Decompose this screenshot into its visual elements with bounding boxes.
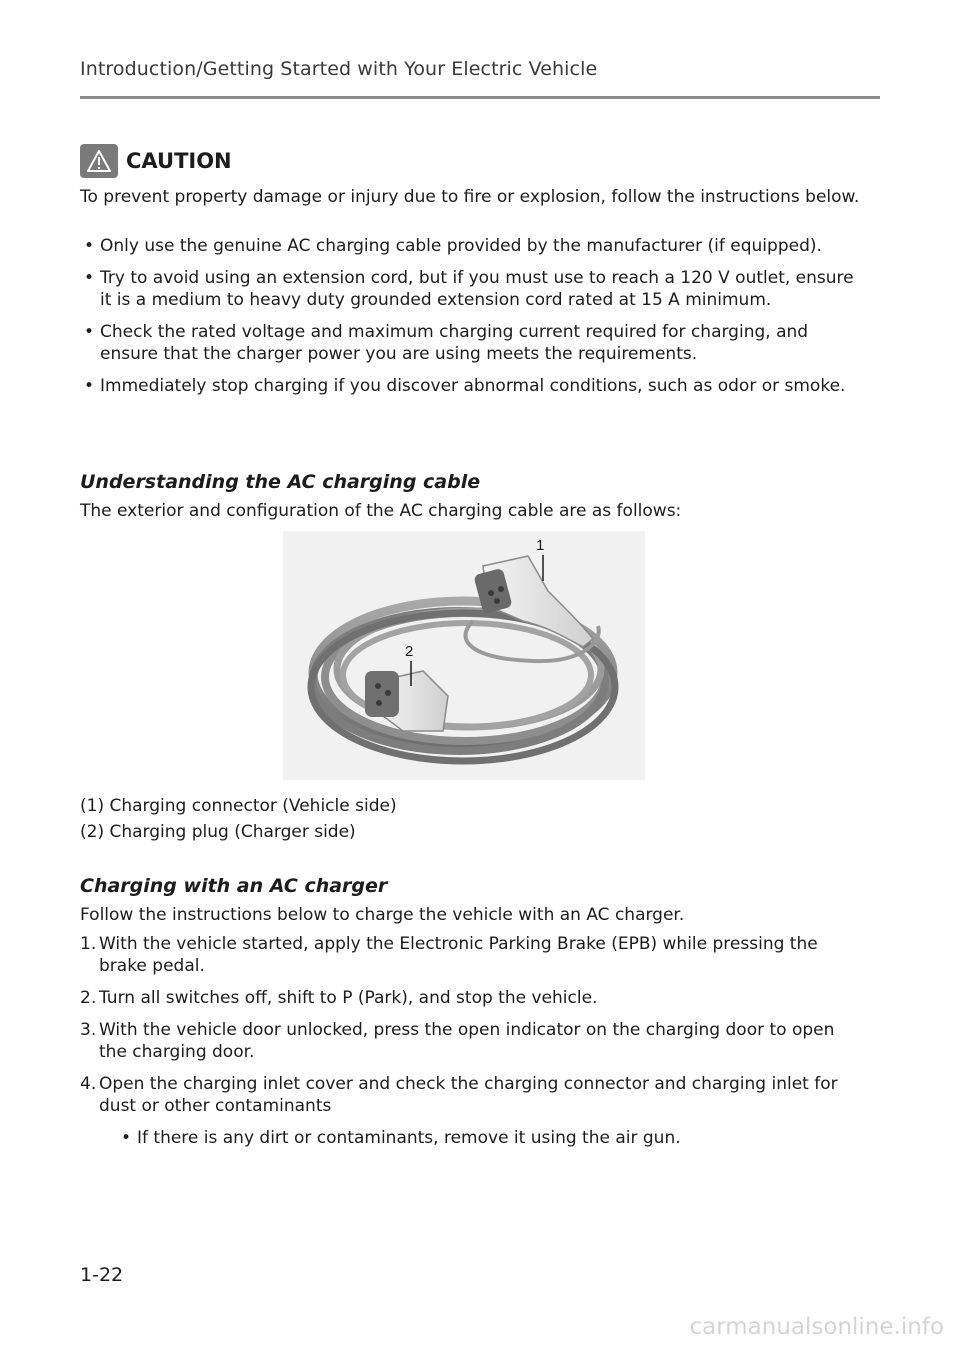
step-item (80, 1073, 860, 1149)
page-header-title: Introduction/Getting Started with Your Electric Vehicle (80, 58, 598, 80)
charging-cable-illustration (283, 531, 645, 780)
section-heading-ac-charger: Charging with an AC charger (80, 875, 388, 897)
step-number: 2. (80, 988, 97, 1008)
step-item (80, 933, 860, 977)
step-text: Open the charging inlet cover and check the charging connector and charging inlet for dust or other contaminants (99, 1074, 838, 1116)
figure-caption: (2) Charging plug (Charger side) (80, 822, 356, 842)
charging-plug-shape (365, 671, 448, 731)
figure-caption: (1) Charging connector (Vehicle side) (80, 796, 397, 816)
step-number: 3. (80, 1020, 97, 1040)
caution-label: CAUTION (126, 149, 232, 173)
caution-bullet: • Only use the genuine AC charging cable provided by the manufacturer (if equipped). (80, 235, 860, 257)
caution-intro: To prevent property damage or injury due to fire or explosion, follow the instructions below. (80, 187, 860, 207)
step-text: With the vehicle started, apply the Electronic Parking Brake (EPB) while pressing the brake pedal. (99, 934, 818, 976)
caution-heading (80, 144, 232, 178)
page-number: 1-22 (80, 1264, 124, 1286)
section-description-ac-cable: The exterior and configuration of the AC charging cable are as follows: (80, 501, 682, 521)
caution-bullet: • Try to avoid using an extension cord, but if you must use to reach a 120 V outlet, ensure it is a medium to heavy duty grounded extension cord rated at 15 A minimum. (80, 267, 860, 311)
charging-steps-list (80, 933, 860, 1159)
watermark-text: carmanualsonline.info (689, 1314, 944, 1340)
step-item (80, 1019, 860, 1063)
step-sub-bullet: • If there is any dirt or contaminants, remove it using the air gun. (117, 1127, 860, 1149)
figure-captions (80, 795, 860, 847)
step-number: 1. (80, 934, 97, 954)
step-item (80, 987, 860, 1009)
caution-bullet: • Check the rated voltage and maximum charging current required for charging, and ensure that the charger power you are using meets the requirements. (80, 321, 860, 365)
callout-label-2: 2 (405, 643, 414, 660)
section-heading-ac-cable: Understanding the AC charging cable (80, 471, 481, 493)
caution-bullet-list (80, 235, 860, 407)
charging-cable-figure (283, 531, 645, 780)
warning-triangle-icon (80, 144, 118, 178)
step-text: Turn all switches off, shift to P (Park), and stop the vehicle. (99, 988, 598, 1008)
section-description-ac-charger: Follow the instructions below to charge the vehicle with an AC charger. (80, 905, 685, 925)
step-text: With the vehicle door unlocked, press the open indicator on the charging door to open the charging door. (99, 1020, 835, 1062)
step-number: 4. (80, 1074, 97, 1094)
caution-bullet: • Immediately stop charging if you discover abnormal conditions, such as odor or smoke. (80, 375, 860, 397)
callout-label-1: 1 (536, 537, 545, 554)
header-divider (80, 96, 880, 99)
